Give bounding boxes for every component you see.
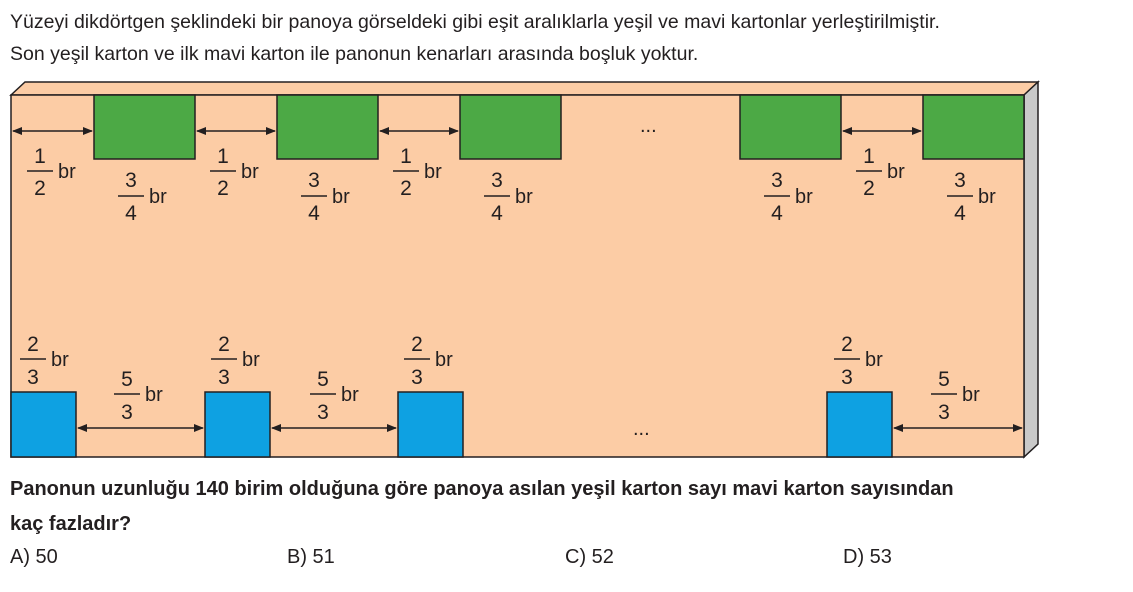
fraction-numerator: 1 xyxy=(863,145,875,168)
fraction-numerator: 3 xyxy=(954,169,966,192)
unit-label: br xyxy=(435,349,453,371)
unit-label: br xyxy=(58,161,76,183)
question-line-2: kaç fazladır? xyxy=(10,513,132,535)
fraction-numerator: 5 xyxy=(121,368,133,391)
fraction-denominator: 3 xyxy=(317,401,329,424)
fraction-numerator: 1 xyxy=(34,145,46,168)
green-carton xyxy=(460,95,561,159)
fraction-denominator: 4 xyxy=(954,202,966,225)
fraction-numerator: 3 xyxy=(308,169,320,192)
ellipsis-top: ... xyxy=(640,115,657,137)
fraction-numerator: 2 xyxy=(27,333,39,356)
option-c[interactable]: C) 52 xyxy=(565,546,614,568)
fraction-numerator: 5 xyxy=(938,368,950,391)
green-carton xyxy=(740,95,841,159)
unit-label: br xyxy=(332,186,350,208)
unit-label: br xyxy=(51,349,69,371)
option-d[interactable]: D) 53 xyxy=(843,546,892,568)
fraction-numerator: 3 xyxy=(771,169,783,192)
fraction-denominator: 3 xyxy=(27,366,39,389)
fraction-denominator: 4 xyxy=(491,202,503,225)
unit-label: br xyxy=(795,186,813,208)
fraction-numerator: 1 xyxy=(400,145,412,168)
green-carton xyxy=(923,95,1024,159)
fraction-denominator: 3 xyxy=(121,401,133,424)
green-carton xyxy=(277,95,378,159)
fraction-denominator: 4 xyxy=(771,202,783,225)
blue-carton xyxy=(11,392,76,457)
unit-label: br xyxy=(962,384,980,406)
unit-label: br xyxy=(242,349,260,371)
fraction-denominator: 4 xyxy=(125,202,137,225)
fraction-numerator: 1 xyxy=(217,145,229,168)
unit-label: br xyxy=(865,349,883,371)
fraction-denominator: 2 xyxy=(34,177,46,200)
green-carton xyxy=(94,95,195,159)
blue-carton xyxy=(205,392,270,457)
board-side-edge xyxy=(1024,82,1038,457)
fraction-numerator: 2 xyxy=(411,333,423,356)
question-text xyxy=(10,472,954,542)
intro-line-1: Yüzeyi dikdörtgen şeklindeki bir panoya görseldeki gibi eşit aralıklarla yeşil ve mavi kartonlar yerleştirilmiştir. xyxy=(10,11,940,33)
option-a[interactable]: A) 50 xyxy=(10,546,58,568)
option-b[interactable]: B) 51 xyxy=(287,546,335,568)
unit-label: br xyxy=(149,186,167,208)
fraction-numerator: 2 xyxy=(218,333,230,356)
unit-label: br xyxy=(887,161,905,183)
fraction-numerator: 3 xyxy=(491,169,503,192)
blue-carton xyxy=(398,392,463,457)
fraction-numerator: 5 xyxy=(317,368,329,391)
fraction-denominator: 2 xyxy=(863,177,875,200)
ellipsis-bottom: ... xyxy=(633,418,650,440)
fraction-denominator: 4 xyxy=(308,202,320,225)
unit-label: br xyxy=(341,384,359,406)
intro-line-2: Son yeşil karton ve ilk mavi karton ile panonun kenarları arasında boşluk yoktur. xyxy=(10,43,699,65)
fraction-denominator: 3 xyxy=(218,366,230,389)
fraction-denominator: 3 xyxy=(938,401,950,424)
unit-label: br xyxy=(145,384,163,406)
unit-label: br xyxy=(978,186,996,208)
question-line-1: Panonun uzunluğu 140 birim olduğuna göre panoya asılan yeşil karton sayı mavi karton sayısından xyxy=(10,478,954,500)
blue-carton xyxy=(827,392,892,457)
fraction-numerator: 2 xyxy=(841,333,853,356)
fraction-denominator: 3 xyxy=(841,366,853,389)
fraction-numerator: 3 xyxy=(125,169,137,192)
fraction-denominator: 3 xyxy=(411,366,423,389)
fraction-denominator: 2 xyxy=(217,177,229,200)
fraction-denominator: 2 xyxy=(400,177,412,200)
unit-label: br xyxy=(424,161,442,183)
board-top-edge xyxy=(11,82,1038,95)
unit-label: br xyxy=(241,161,259,183)
unit-label: br xyxy=(515,186,533,208)
